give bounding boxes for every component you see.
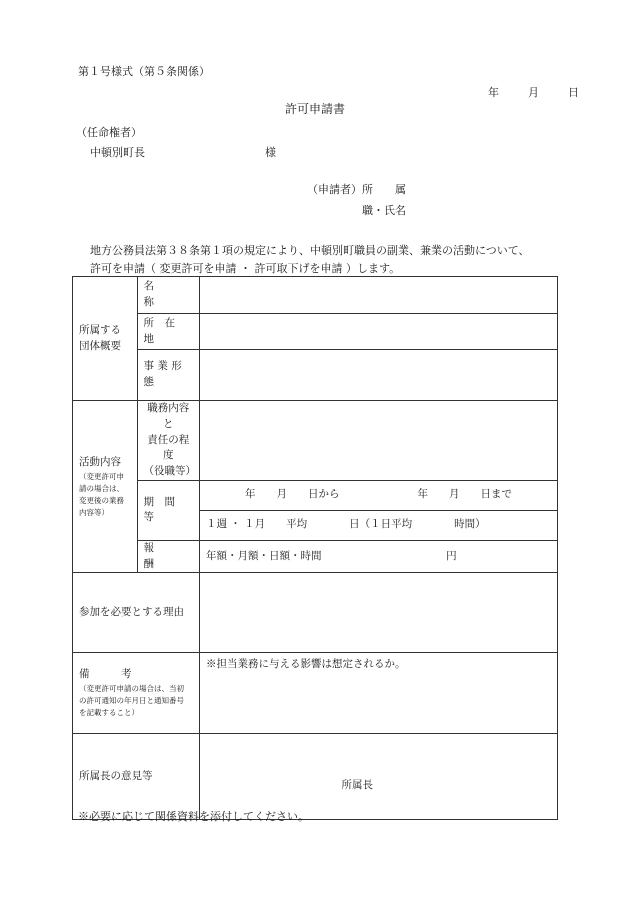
duty-field[interactable] — [199, 401, 557, 481]
date-month: 月 — [528, 86, 539, 99]
name-field[interactable] — [199, 277, 557, 314]
honorific: 様 — [265, 146, 276, 159]
appointer-label: （任命権者） — [76, 126, 142, 139]
chief-signature-label: 所属長 — [341, 778, 373, 791]
applicant-affiliation-label: （申請者）所 属 — [307, 183, 406, 196]
period-field[interactable] — [199, 480, 557, 510]
intro-line-2: 許可を申請（ 変更許可を申請 ・ 許可取下げを申請 ）します。 — [90, 262, 401, 275]
remarks-field[interactable] — [199, 653, 557, 734]
frequency-field[interactable] — [199, 510, 557, 540]
intro-line-1: 地方公務員法第３８条第１項の規定により、中頓別町職員の副業、兼業の活動について、 — [90, 244, 530, 257]
footer-note: ※必要に応じて関係資料を添付してください。 — [78, 810, 309, 823]
reward-label: 報 酬 — [137, 540, 199, 573]
activity-note: （変更許可申 請の場合は、 変更後の業務 内容等） — [79, 471, 124, 517]
name-label: 名 称 — [137, 277, 199, 314]
reward-field[interactable] — [199, 540, 557, 573]
date-day: 日 — [568, 86, 579, 99]
address-label: 所 在 地 — [137, 314, 199, 350]
period-from: 年 月 日から — [244, 488, 340, 501]
business-type-label: 事 業 形 態 — [137, 350, 199, 401]
reason-label: 参加を必要とする理由 — [73, 573, 200, 653]
remarks-note: （変更許可申請の場合は、当初 の許可通知の年月日と通知番号 を記載すること） — [79, 684, 184, 718]
addressee: 中頓別町長 — [90, 146, 145, 159]
opinion-field[interactable] — [199, 734, 557, 820]
frequency-text: １週 ・ １月 平均 日（１日平均 時間） — [205, 518, 486, 531]
document-title: 許可申請書 — [284, 102, 345, 116]
form-number: 第１号様式（第５条関係） — [78, 65, 210, 78]
remarks-label: 備 考 （変更許可申請の場合は、当初 の許可通知の年月日と通知番号 を記載すること） — [73, 653, 200, 734]
application-table — [72, 276, 558, 820]
remarks-text: ※担当業務に与える影響は想定されるか。 — [205, 658, 406, 671]
reward-unit: 円 — [446, 549, 457, 562]
duty-label: 職務内容と 責任の程度 （役職等） — [137, 401, 199, 481]
org-section-label: 所属する 団体概要 — [73, 277, 138, 401]
reason-field[interactable] — [199, 573, 557, 653]
applicant-name-label: 職・氏名 — [362, 204, 406, 217]
date-year: 年 — [488, 86, 499, 99]
opinion-label: 所属長の意見等 — [73, 734, 200, 820]
period-label: 期 間 等 — [137, 480, 199, 540]
period-to: 年 月 日まで — [417, 488, 512, 501]
business-type-field[interactable] — [199, 350, 557, 401]
reward-text: 年額・月額・日額・時間 — [205, 549, 322, 562]
address-field[interactable] — [199, 314, 557, 350]
activity-section-label: 活動内容 （変更許可申 請の場合は、 変更後の業務 内容等） — [73, 401, 138, 573]
date-line — [488, 86, 579, 99]
